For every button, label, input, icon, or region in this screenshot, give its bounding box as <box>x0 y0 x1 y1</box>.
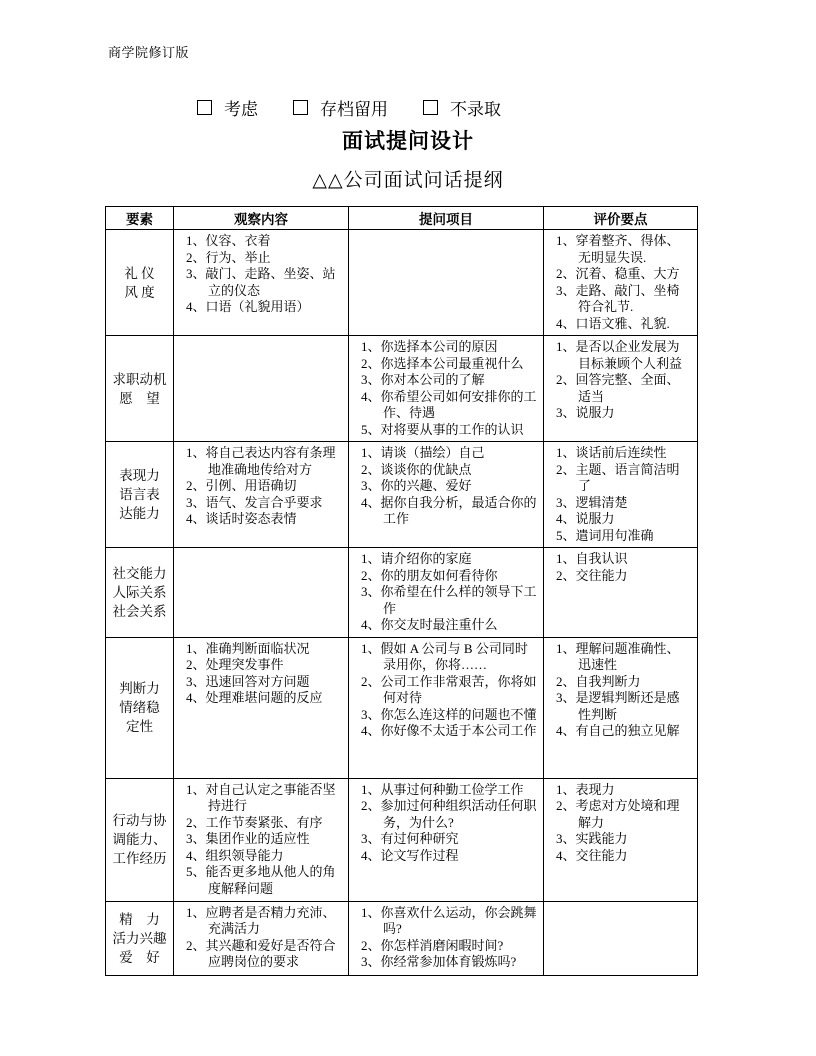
questions-cell <box>349 548 544 638</box>
evaluate-cell <box>544 637 698 778</box>
list-item: 4、你交友时最注重什么 <box>361 617 498 632</box>
factor-line: 爱 好 <box>119 949 160 965</box>
table-row <box>106 778 698 901</box>
list-item: 3、语气、发言合乎要求 <box>186 494 323 510</box>
list-item: 1、仪容、衣着 <box>186 233 271 248</box>
list-item: 1、从事过何种勤工俭学工作 <box>361 781 524 797</box>
factor-cell <box>106 901 174 975</box>
questions-cell <box>349 637 544 778</box>
factor-line: 风 度 <box>124 284 155 300</box>
list-item: 2、沉着、稳重、大方 <box>556 266 680 281</box>
list-item: 1、穿着整齐、得体、无明显失误. <box>556 233 680 265</box>
table-row <box>106 548 698 638</box>
list-item: 4、谈话时姿态表情 <box>186 511 297 526</box>
evaluate-cell <box>544 442 698 548</box>
list-item: 2、工作节奏紧张、有序 <box>186 814 323 830</box>
factor-line: 工作经历 <box>112 851 167 866</box>
list-item: 2、引例、用语确切 <box>186 478 297 493</box>
list-item: 2、谈谈你的优缺点 <box>361 461 472 477</box>
list-item: 4、你好像不太适于本公司工作 <box>361 723 537 738</box>
list-item: 1、理解问题准确性、迅速性 <box>556 640 680 672</box>
list-item: 3、实践能力 <box>556 831 628 846</box>
column-header-evaluate: 评价要点 <box>544 207 698 230</box>
list-item: 1、请谈（描绘）自己 <box>361 445 485 460</box>
observe-cell <box>174 442 349 548</box>
list-item: 1、谈话前后连续性 <box>556 445 667 460</box>
factor-line: 活力兴趣 <box>112 930 167 946</box>
list-item: 2、你怎样消磨闲暇时间? <box>361 937 504 953</box>
list-item: 4、你希望公司如何安排你的工作、待遇 <box>361 388 537 420</box>
factor-line: 表现力 <box>119 468 160 483</box>
list-item: 5、遣词用句准确 <box>556 527 654 543</box>
factor-line: 社会关系 <box>112 603 167 619</box>
list-item: 4、口语（礼貌用语） <box>186 299 310 314</box>
table-row <box>106 442 698 548</box>
list-item: 2、参加过何种组织活动任何职务，为什么? <box>361 798 537 830</box>
table-header <box>106 207 698 230</box>
list-item: 4、论文写作过程 <box>361 847 459 863</box>
factor-line: 社交能力 <box>112 565 167 581</box>
list-item: 2、交往能力 <box>556 567 628 583</box>
list-item: 3、你对本公司的了解 <box>361 372 485 387</box>
evaluate-cell <box>544 548 698 638</box>
factor-line: 愿 望 <box>119 390 160 406</box>
list-item: 5、能否更多地从他人的角度解释问题 <box>186 864 336 896</box>
list-item: 3、集团作业的适应性 <box>186 831 310 846</box>
list-item: 3、你怎么连这样的问题也不懂 <box>361 706 537 722</box>
list-item: 1、准确判断面临状况 <box>186 640 310 656</box>
checkbox-label: 考虑 <box>224 100 258 119</box>
list-item: 5、对将要从事的工作的认识 <box>361 421 524 437</box>
column-header-factor: 要素 <box>106 207 174 230</box>
checkbox-consider[interactable] <box>197 95 258 120</box>
list-item: 2、公司工作非常艰苦，你将如何对待 <box>361 673 537 705</box>
list-item: 2、主题、语言简洁明了 <box>556 461 680 493</box>
factor-cell <box>106 778 174 901</box>
list-item: 1、应聘者是否精力充沛、充满活力 <box>186 904 336 936</box>
factor-line: 判断力 <box>119 681 160 696</box>
observe-cell <box>174 548 349 638</box>
table-body <box>106 230 698 976</box>
list-item: 1、是否以企业发展为目标兼顾个人利益 <box>556 339 683 371</box>
header-note: 商学院修订版 <box>108 45 190 60</box>
list-item: 3、迅速回答对方问题 <box>186 673 310 689</box>
table-row <box>106 336 698 442</box>
checkbox-label: 不录取 <box>450 100 501 119</box>
evaluate-cell <box>544 778 698 901</box>
table-row <box>106 901 698 975</box>
list-item: 4、交往能力 <box>556 847 628 863</box>
factor-line: 行动与协 <box>112 813 167 828</box>
list-item: 3、你经常参加体育锻炼吗? <box>361 954 517 969</box>
list-item: 3、走路、敲门、坐椅符合礼节. <box>556 282 680 314</box>
list-item: 4、组织领导能力 <box>186 847 284 863</box>
factor-line: 人际关系 <box>112 584 167 600</box>
list-item: 1、对自己认定之事能否坚持进行 <box>186 781 336 813</box>
factor-cell <box>106 336 174 442</box>
questions-cell <box>349 442 544 548</box>
factor-line: 语言表 <box>119 487 160 502</box>
questions-cell <box>349 778 544 901</box>
list-item: 3、是逻辑判断还是感性判断 <box>556 690 680 722</box>
list-item: 1、请介绍你的家庭 <box>361 551 472 566</box>
evaluate-cell <box>544 901 698 975</box>
list-item: 1、你选择本公司的原因 <box>361 339 498 354</box>
factor-line: 情绪稳 <box>119 700 160 715</box>
list-item: 2、你的朋友如何看待你 <box>361 567 498 583</box>
list-item: 4、处理难堪问题的反应 <box>186 690 323 705</box>
checkbox-reject[interactable] <box>423 95 501 120</box>
table-row <box>106 637 698 778</box>
observe-cell <box>174 901 349 975</box>
questions-cell <box>349 901 544 975</box>
list-item: 1、自我认识 <box>556 551 628 566</box>
evaluate-cell <box>544 230 698 336</box>
factor-line: 精 力 <box>119 911 160 927</box>
list-item: 3、逻辑清楚 <box>556 494 628 510</box>
list-item: 1、假如 A 公司与 B 公司同时录用你，你将…… <box>361 640 528 672</box>
list-item: 1、表现力 <box>556 781 615 797</box>
observe-cell <box>174 778 349 901</box>
questions-cell <box>349 336 544 442</box>
interview-table <box>105 206 698 976</box>
factor-cell <box>106 230 174 336</box>
checkbox-archive[interactable] <box>293 95 388 120</box>
factor-line: 礼 仪 <box>124 265 155 281</box>
list-item: 4、有自己的独立见解 <box>556 723 680 738</box>
column-header-questions: 提问项目 <box>349 207 544 230</box>
page-subtitle: △△公司面试问话提纲 <box>312 170 504 191</box>
list-item: 2、其兴趣和爱好是否符合应聘岗位的要求 <box>186 937 336 969</box>
list-item: 3、你的兴趣、爱好 <box>361 478 472 493</box>
evaluate-cell <box>544 336 698 442</box>
table-row <box>106 230 698 336</box>
decision-checkbox-row <box>197 95 501 120</box>
list-item: 2、回答完整、全面、适当 <box>556 372 680 404</box>
questions-cell <box>349 230 544 336</box>
observe-cell <box>174 230 349 336</box>
list-item: 2、自我判断力 <box>556 673 641 689</box>
column-header-observe: 观察内容 <box>174 207 349 230</box>
list-item: 2、考虑对方处境和理解力 <box>556 798 680 830</box>
list-item: 4、口语文雅、礼貌. <box>556 315 670 331</box>
checkbox-icon[interactable] <box>423 100 438 115</box>
list-item: 3、敲门、走路、坐姿、站立的仪态 <box>186 266 336 298</box>
checkbox-icon[interactable] <box>293 100 308 115</box>
page-title: 面试提问设计 <box>342 130 474 153</box>
list-item: 2、行为、举止 <box>186 249 271 265</box>
factor-line: 求职动机 <box>112 371 167 387</box>
list-item: 2、你选择本公司最重视什么 <box>361 355 524 371</box>
factor-cell <box>106 548 174 638</box>
list-item: 1、你喜欢什么运动，你会跳舞吗? <box>361 904 537 936</box>
list-item: 2、处理突发事件 <box>186 657 284 672</box>
list-item: 3、你希望在什么样的领导下工作 <box>361 584 537 616</box>
observe-cell <box>174 637 349 778</box>
factor-line: 达能力 <box>119 506 160 521</box>
factor-line: 调能力、 <box>112 832 167 847</box>
list-item: 3、说服力 <box>556 405 615 420</box>
factor-cell <box>106 637 174 778</box>
factor-cell <box>106 442 174 548</box>
list-item: 4、说服力 <box>556 511 615 526</box>
observe-cell <box>174 336 349 442</box>
checkbox-label: 存档留用 <box>320 100 388 119</box>
list-item: 4、据你自我分析，最适合你的工作 <box>361 494 537 526</box>
list-item: 1、将自己表达内容有条理地准确地传给对方 <box>186 445 336 477</box>
factor-line: 定性 <box>126 719 153 734</box>
checkbox-icon[interactable] <box>197 100 212 115</box>
list-item: 3、有过何种研究 <box>361 831 459 846</box>
